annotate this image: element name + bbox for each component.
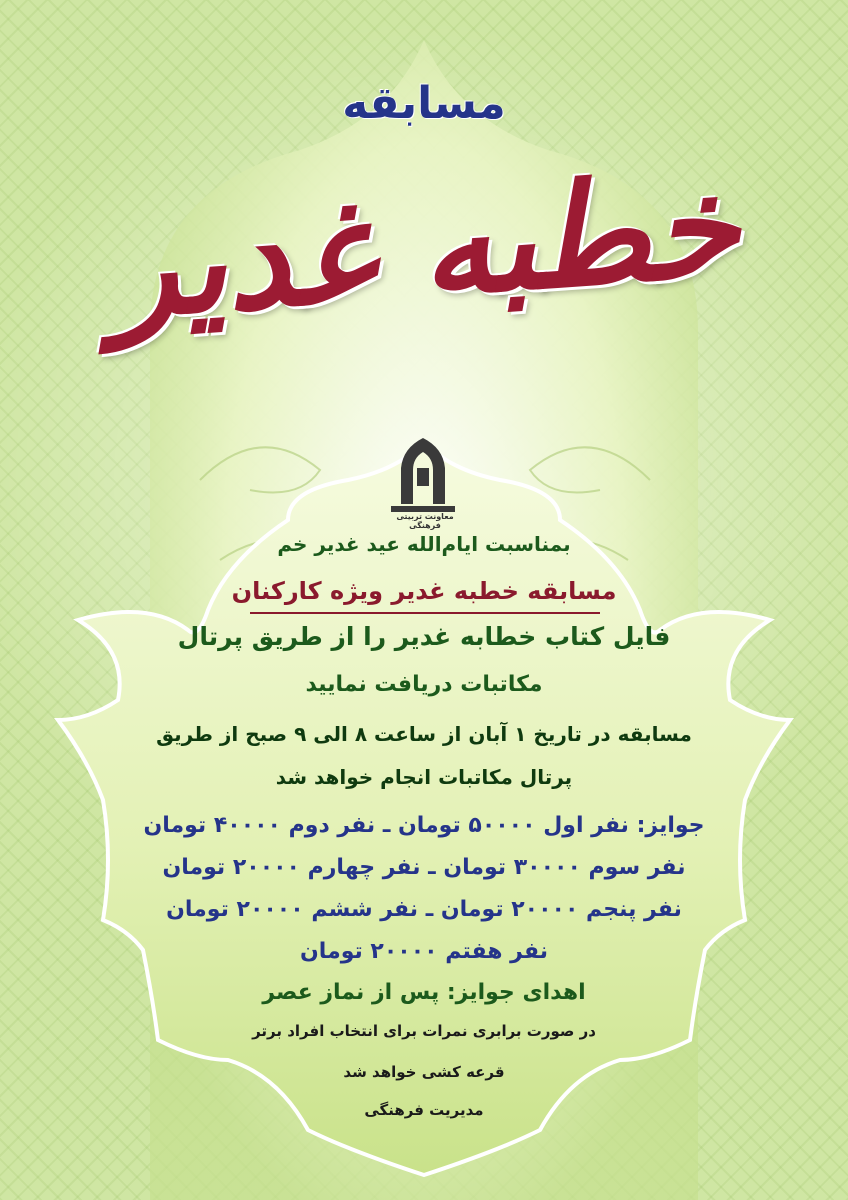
prize-line: نفر سوم ۳۰۰۰۰ تومان ـ نفر چهارم ۲۰۰۰۰ تومان <box>162 855 686 880</box>
file-instruction-line-2: مکاتبات دریافت نمایید <box>305 672 543 697</box>
tie-rule-line-1: در صورت برابری نمرات برای انتخاب افراد برتر <box>252 1022 596 1040</box>
poster-main-title: خطبه غدیر <box>103 143 745 351</box>
contest-name-underline <box>250 612 600 614</box>
prize-line: نفر هفتم ۲۰۰۰۰ تومان <box>300 939 548 964</box>
tie-rule-line-2: قرعه کشی خواهد شد <box>343 1063 505 1081</box>
prize-line: جوایز: نفر اول ۵۰۰۰۰ تومان ـ نفر دوم ۴۰۰۰۰ تومان <box>143 813 705 838</box>
contest-name: مسابقه خطبه غدیر ویژه کارکنان <box>231 577 617 605</box>
date-line-1: مسابقه در تاریخ ۱ آبان از ساعت ۸ الی ۹ صبح از طریق <box>156 722 692 746</box>
prize-line: نفر پنجم ۲۰۰۰۰ تومان ـ نفر ششم ۲۰۰۰۰ تومان <box>166 897 682 922</box>
date-line-2: پرتال مکاتبات انجام خواهد شد <box>275 765 573 789</box>
award-time-line: اهدای جوایز: پس از نماز عصر <box>262 980 586 1005</box>
organization-logo-icon <box>383 434 463 520</box>
logo-caption: معاونت تربیتی فرهنگی <box>396 512 454 530</box>
file-instruction-line-1: فایل کتاب خطابه غدیر را از طریق پرتال <box>177 622 671 651</box>
occasion-line: بمناسبت ایام‌الله عید غدیر خم <box>277 532 571 556</box>
signature: مدیریت فرهنگی <box>364 1101 484 1119</box>
poster-small-title: مسابقه <box>342 78 506 129</box>
